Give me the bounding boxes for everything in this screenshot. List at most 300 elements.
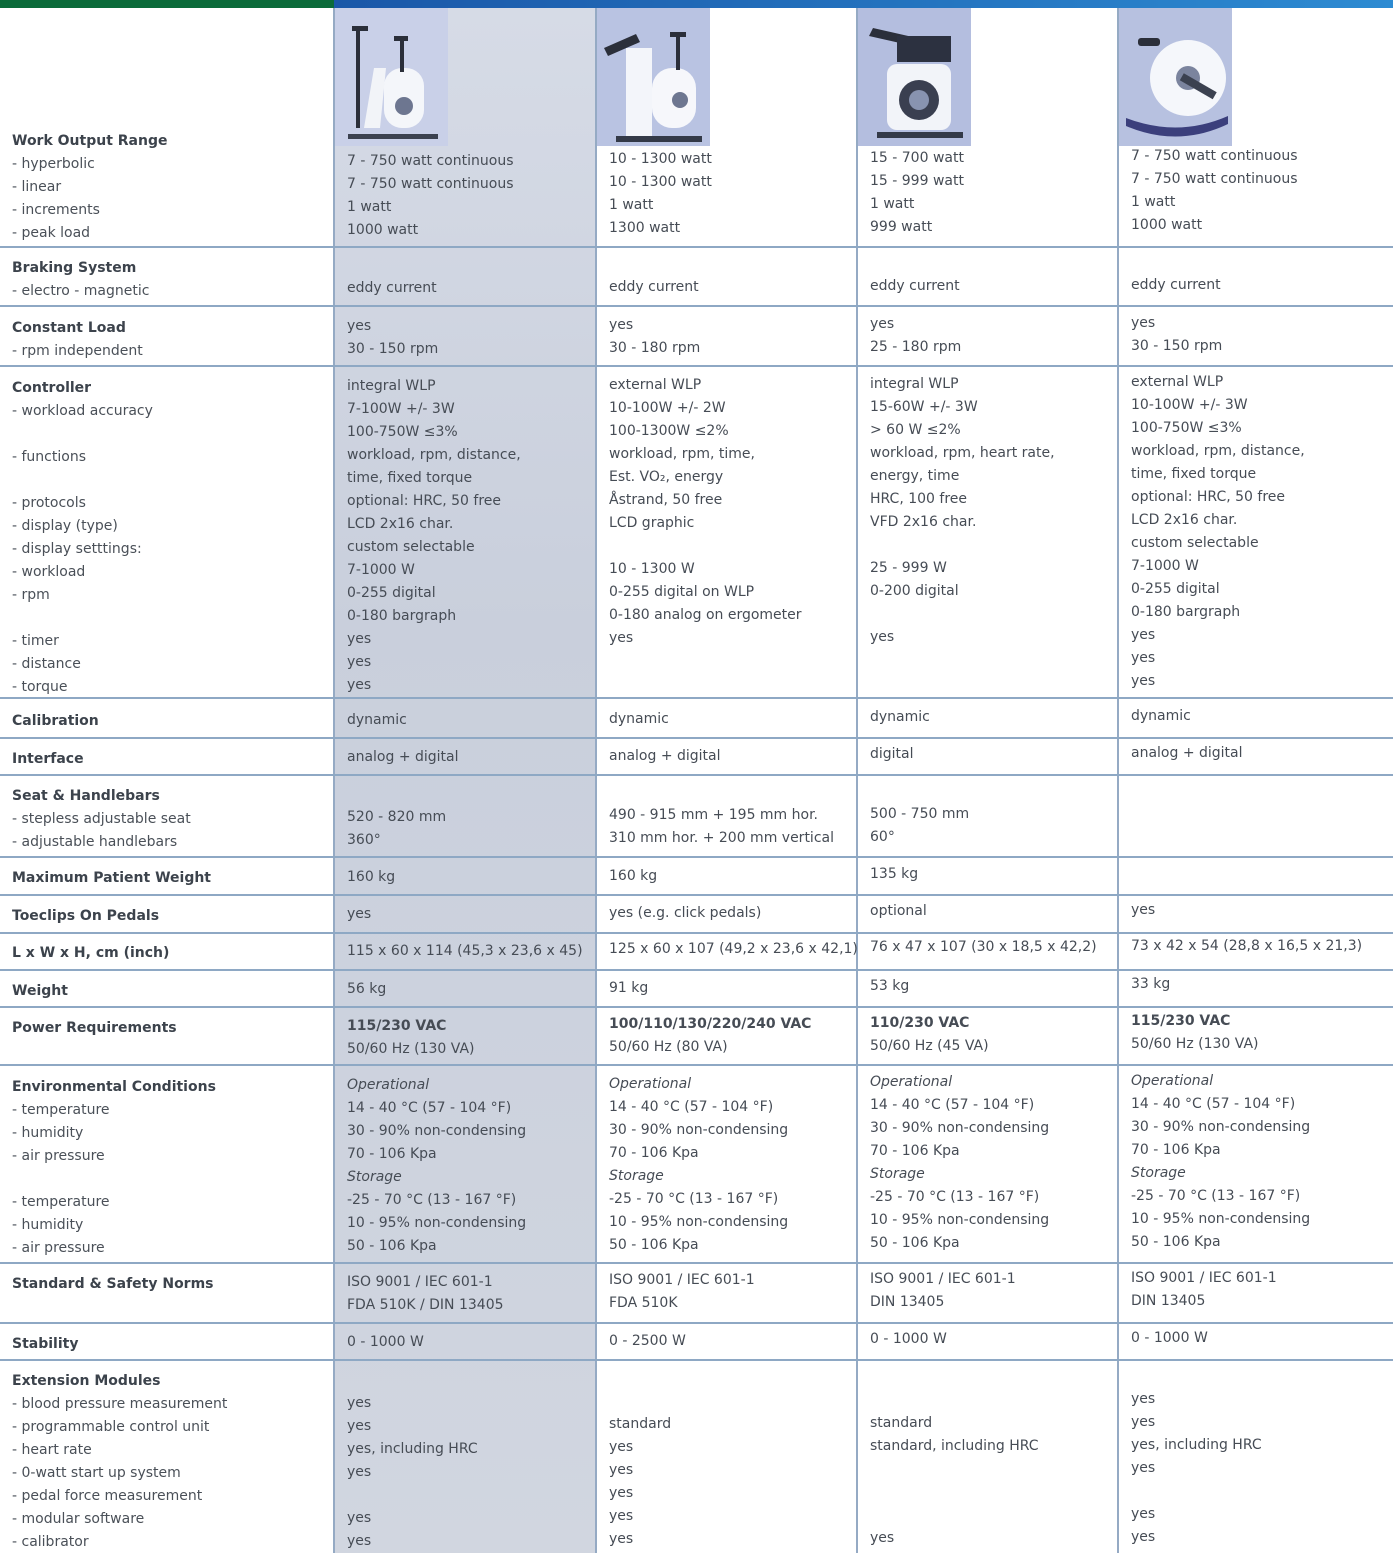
cell-dimensions-model-3 bbox=[870, 936, 1125, 959]
cell-value: 0-180 bargraph bbox=[347, 608, 457, 624]
cell-value: 50 - 106 Kpa bbox=[870, 1235, 960, 1251]
row-label-dimensions bbox=[12, 942, 330, 965]
row-divider bbox=[0, 365, 1393, 367]
cell-value: workload, rpm, distance, bbox=[347, 447, 521, 463]
cell-value: 0-255 digital bbox=[1131, 581, 1220, 597]
row-heading: Extension Modules bbox=[12, 1373, 161, 1389]
cell-value: time, fixed torque bbox=[1131, 466, 1257, 482]
cell-value: eddy current bbox=[1131, 277, 1221, 293]
cell-value: 14 - 40 °C (57 - 104 °F) bbox=[347, 1100, 512, 1116]
cell-value: dynamic bbox=[347, 712, 407, 728]
cell-seat-model-1 bbox=[347, 806, 602, 852]
cell-extensions-model-4 bbox=[1131, 1388, 1386, 1549]
cell-value: 50/60 Hz (130 VA) bbox=[1131, 1036, 1259, 1052]
cell-value: 0-180 analog on ergometer bbox=[609, 607, 802, 623]
cell-stability-model-3 bbox=[870, 1328, 1125, 1351]
row-label-extensions bbox=[12, 1370, 330, 1554]
cell-value: 100-1300W ≤2% bbox=[609, 423, 729, 439]
cell-value: eddy current bbox=[609, 279, 699, 295]
cell-value: yes bbox=[1131, 650, 1156, 666]
cell-value: 50 - 106 Kpa bbox=[1131, 1234, 1221, 1250]
cell-value: 0-180 bargraph bbox=[1131, 604, 1241, 620]
cell-value: yes bbox=[609, 1462, 634, 1478]
cell-weight-model-2 bbox=[609, 977, 864, 1000]
row-heading: Weight bbox=[12, 983, 68, 999]
cell-value: 310 mm hor. + 200 mm vertical bbox=[609, 830, 834, 846]
row-heading: L x W x H, cm (inch) bbox=[12, 945, 170, 961]
cell-value: 15-60W +/- 3W bbox=[870, 399, 978, 415]
row-heading: Standard & Safety Norms bbox=[12, 1276, 214, 1292]
cell-value: workload, rpm, distance, bbox=[1131, 443, 1305, 459]
row-label-power bbox=[12, 1017, 330, 1040]
ergometer-photo-1 bbox=[334, 8, 448, 146]
cell-interface-model-4 bbox=[1131, 742, 1386, 765]
cell-standards-model-4 bbox=[1131, 1267, 1386, 1313]
row-sublabel: - timer bbox=[12, 633, 59, 649]
cell-toeclips-model-2 bbox=[609, 902, 864, 925]
cell-braking-model-4 bbox=[1131, 274, 1386, 297]
cell-power-model-2 bbox=[609, 1013, 864, 1059]
row-sublabel: - temperature bbox=[12, 1102, 110, 1118]
cell-value: external WLP bbox=[609, 377, 702, 393]
cell-value: 0 - 1000 W bbox=[1131, 1330, 1208, 1346]
cell-value: 1000 watt bbox=[1131, 217, 1203, 233]
cell-value: standard bbox=[870, 1415, 933, 1431]
row-sublabel: - peak load bbox=[12, 225, 91, 241]
cell-value: 0-255 digital on WLP bbox=[609, 584, 755, 600]
cell-power-model-4 bbox=[1131, 1010, 1386, 1056]
row-sublabel: - humidity bbox=[12, 1125, 84, 1141]
cell-work_output-model-2 bbox=[609, 148, 864, 240]
row-sublabel: - workload accuracy bbox=[12, 403, 153, 419]
cell-value: 10 - 95% non-condensing bbox=[1131, 1211, 1311, 1227]
row-heading: Braking System bbox=[12, 260, 137, 276]
cell-power-model-1 bbox=[347, 1015, 602, 1061]
cell-value: digital bbox=[870, 746, 914, 762]
cell-value: 30 - 150 rpm bbox=[347, 341, 439, 357]
row-heading: Constant Load bbox=[12, 320, 126, 336]
cell-standards-model-1 bbox=[347, 1271, 602, 1317]
cell-value: yes bbox=[870, 629, 895, 645]
cell-value: FDA 510K / DIN 13405 bbox=[347, 1297, 504, 1313]
cell-calibration-model-2 bbox=[609, 708, 864, 731]
cell-dimensions-model-4 bbox=[1131, 935, 1386, 958]
cell-value: external WLP bbox=[1131, 374, 1224, 390]
row-sublabel: - 0-watt start up system bbox=[12, 1465, 181, 1481]
cell-value: 50 - 106 Kpa bbox=[609, 1237, 699, 1253]
cell-value bbox=[347, 1484, 602, 1507]
cell-value: optional bbox=[870, 903, 927, 919]
cell-value: HRC, 100 free bbox=[870, 491, 968, 507]
row-sublabel: - calibrator bbox=[12, 1534, 89, 1550]
row-heading: Stability bbox=[12, 1336, 79, 1352]
cell-value: yes bbox=[1131, 902, 1156, 918]
cell-extensions-model-2 bbox=[609, 1390, 864, 1551]
cell-value: 160 kg bbox=[609, 868, 658, 884]
cell-value: 50/60 Hz (45 VA) bbox=[870, 1038, 989, 1054]
cell-value: 10-100W +/- 3W bbox=[1131, 397, 1248, 413]
row-heading: Calibration bbox=[12, 713, 99, 729]
cell-stability-model-1 bbox=[347, 1331, 602, 1354]
row-sublabel: - linear bbox=[12, 179, 62, 195]
cell-value: 7-1000 W bbox=[1131, 558, 1199, 574]
cell-value: 14 - 40 °C (57 - 104 °F) bbox=[609, 1099, 774, 1115]
cell-value: yes bbox=[1131, 627, 1156, 643]
cell-value: optional: HRC, 50 free bbox=[347, 493, 502, 509]
cell-value: 115 x 60 x 114 (45,3 x 23,6 x 45) bbox=[347, 943, 583, 959]
cell-value: 0 - 1000 W bbox=[870, 1331, 947, 1347]
row-divider bbox=[0, 969, 1393, 971]
cell-value: 115/230 VAC bbox=[347, 1018, 447, 1034]
cell-value: 0-200 digital bbox=[870, 583, 959, 599]
cell-weight-model-4 bbox=[1131, 973, 1386, 996]
cell-stability-model-2 bbox=[609, 1330, 864, 1353]
cell-constant_load-model-3 bbox=[870, 313, 1125, 359]
row-label-stability bbox=[12, 1333, 330, 1356]
cell-braking-model-2 bbox=[609, 276, 864, 299]
cell-value: custom selectable bbox=[347, 539, 475, 555]
row-divider bbox=[0, 932, 1393, 934]
row-heading: Toeclips On Pedals bbox=[12, 908, 160, 924]
cell-controller-model-3 bbox=[870, 373, 1125, 649]
cell-value: yes bbox=[1131, 1391, 1156, 1407]
row-label-controller bbox=[12, 377, 330, 699]
header-bar bbox=[0, 0, 1393, 8]
cell-value: yes bbox=[347, 677, 372, 693]
cell-value: 999 watt bbox=[870, 219, 933, 235]
cell-work_output-model-4 bbox=[1131, 145, 1386, 237]
cell-value: energy, time bbox=[870, 468, 960, 484]
cell-value: VFD 2x16 char. bbox=[870, 514, 977, 530]
cell-value: workload, rpm, time, bbox=[609, 446, 755, 462]
cell-value: 0 - 2500 W bbox=[609, 1333, 686, 1349]
cell-dimensions-model-2 bbox=[609, 938, 864, 961]
cell-toeclips-model-4 bbox=[1131, 899, 1386, 922]
row-sublabel: - protocols bbox=[12, 495, 86, 511]
cell-calibration-model-1 bbox=[347, 709, 602, 732]
cell-value: 10 - 1300 watt bbox=[609, 174, 712, 190]
cell-value: 1 watt bbox=[1131, 194, 1176, 210]
cell-value: 1 watt bbox=[870, 196, 915, 212]
row-sublabel: - stepless adjustable seat bbox=[12, 811, 191, 827]
cell-value bbox=[870, 1458, 1125, 1481]
row-sublabel: - electro - magnetic bbox=[12, 283, 150, 299]
row-heading: Controller bbox=[12, 380, 92, 396]
cell-value: 100-750W ≤3% bbox=[347, 424, 458, 440]
cell-value: yes bbox=[609, 1439, 634, 1455]
cell-dimensions-model-1 bbox=[347, 940, 602, 963]
cell-value: analog + digital bbox=[609, 748, 721, 764]
cell-value: yes bbox=[1131, 1460, 1156, 1476]
cell-value: yes bbox=[347, 654, 372, 670]
row-divider bbox=[0, 894, 1393, 896]
cell-value: ISO 9001 / IEC 601-1 bbox=[609, 1272, 755, 1288]
cell-seat-model-3 bbox=[870, 803, 1125, 849]
cell-value: 56 kg bbox=[347, 981, 387, 997]
row-sublabel: - distance bbox=[12, 656, 81, 672]
row-sublabel: - humidity bbox=[12, 1217, 84, 1233]
cell-value: 10-100W +/- 2W bbox=[609, 400, 726, 416]
row-divider bbox=[0, 1262, 1393, 1264]
cell-value: 73 x 42 x 54 (28,8 x 16,5 x 21,3) bbox=[1131, 938, 1363, 954]
row-divider bbox=[0, 1006, 1393, 1008]
cell-value: integral WLP bbox=[347, 378, 436, 394]
cell-value: 100-750W ≤3% bbox=[1131, 420, 1242, 436]
header-bar-green bbox=[0, 0, 334, 8]
cell-value: yes (e.g. click pedals) bbox=[609, 905, 762, 921]
cell-value: analog + digital bbox=[347, 749, 459, 765]
cell-value: -25 - 70 °C (13 - 167 °F) bbox=[347, 1192, 517, 1208]
cell-value: Storage bbox=[347, 1169, 402, 1185]
row-heading: Seat & Handlebars bbox=[12, 788, 160, 804]
row-divider bbox=[0, 1064, 1393, 1066]
cell-value: -25 - 70 °C (13 - 167 °F) bbox=[870, 1189, 1040, 1205]
row-sublabel: - heart rate bbox=[12, 1442, 92, 1458]
cell-value: 7 - 750 watt continuous bbox=[1131, 171, 1298, 187]
row-label-seat bbox=[12, 785, 330, 854]
cell-value: 1300 watt bbox=[609, 220, 681, 236]
row-sublabel bbox=[12, 1168, 330, 1191]
row-label-constant_load bbox=[12, 317, 330, 363]
cell-value: 15 - 999 watt bbox=[870, 173, 964, 189]
cell-value: Operational bbox=[1131, 1073, 1214, 1089]
row-sublabel: - blood pressure measurement bbox=[12, 1396, 228, 1412]
row-label-calibration bbox=[12, 710, 330, 733]
cell-value bbox=[870, 1504, 1125, 1527]
row-divider bbox=[0, 1322, 1393, 1324]
cell-value: 50/60 Hz (80 VA) bbox=[609, 1039, 728, 1055]
cell-controller-model-1 bbox=[347, 375, 602, 697]
cell-value: workload, rpm, heart rate, bbox=[870, 445, 1055, 461]
cell-value: yes bbox=[1131, 673, 1156, 689]
cell-value: 70 - 106 Kpa bbox=[347, 1146, 437, 1162]
cell-value bbox=[870, 1481, 1125, 1504]
row-sublabel: - rpm independent bbox=[12, 343, 143, 359]
ergometer-photo-3 bbox=[857, 8, 971, 146]
cell-value: integral WLP bbox=[870, 376, 959, 392]
cell-extensions-model-1 bbox=[347, 1392, 602, 1553]
cell-value: yes bbox=[609, 317, 634, 333]
cell-toeclips-model-1 bbox=[347, 903, 602, 926]
row-label-toeclips bbox=[12, 905, 330, 928]
cell-value: 30 - 90% non-condensing bbox=[347, 1123, 527, 1139]
row-heading: Interface bbox=[12, 751, 84, 767]
row-sublabel bbox=[12, 469, 330, 492]
cell-value: 14 - 40 °C (57 - 104 °F) bbox=[870, 1097, 1035, 1113]
cell-work_output-model-3 bbox=[870, 147, 1125, 239]
cell-braking-model-1 bbox=[347, 277, 602, 300]
row-sublabel: - functions bbox=[12, 449, 86, 465]
row-divider bbox=[0, 1359, 1393, 1361]
row-label-interface bbox=[12, 748, 330, 771]
cell-value: 7 - 750 watt continuous bbox=[347, 153, 514, 169]
cell-value: 76 x 47 x 107 (30 x 18,5 x 42,2) bbox=[870, 939, 1097, 955]
cell-value: LCD 2x16 char. bbox=[1131, 512, 1238, 528]
cell-environment-model-4 bbox=[1131, 1070, 1386, 1254]
row-divider bbox=[0, 246, 1393, 248]
cell-value: yes bbox=[1131, 1529, 1156, 1545]
cell-value: eddy current bbox=[347, 280, 437, 296]
row-sublabel: - air pressure bbox=[12, 1148, 105, 1164]
cell-work_output-model-1 bbox=[347, 150, 602, 242]
cell-constant_load-model-2 bbox=[609, 314, 864, 360]
cell-value: 60° bbox=[870, 829, 895, 845]
cell-value: yes bbox=[609, 630, 634, 646]
row-sublabel: - display setttings: bbox=[12, 541, 142, 557]
cell-value: 1000 watt bbox=[347, 222, 419, 238]
row-label-standards bbox=[12, 1273, 330, 1296]
cell-power-model-3 bbox=[870, 1012, 1125, 1058]
cell-value: 0-255 digital bbox=[347, 585, 436, 601]
cell-environment-model-1 bbox=[347, 1074, 602, 1258]
cell-value bbox=[1131, 1480, 1386, 1503]
cell-value: -25 - 70 °C (13 - 167 °F) bbox=[609, 1191, 779, 1207]
cell-value: 7-1000 W bbox=[347, 562, 415, 578]
row-sublabel: - hyperbolic bbox=[12, 156, 95, 172]
cell-weight-model-1 bbox=[347, 978, 602, 1001]
cell-value: dynamic bbox=[609, 711, 669, 727]
row-label-work_output bbox=[12, 130, 330, 245]
cell-value: Åstrand, 50 free bbox=[609, 492, 723, 508]
cell-value: 500 - 750 mm bbox=[870, 806, 970, 822]
cell-seat-model-2 bbox=[609, 804, 864, 850]
cell-value: 25 - 999 W bbox=[870, 560, 947, 576]
cell-value: 70 - 106 Kpa bbox=[870, 1143, 960, 1159]
row-divider bbox=[0, 856, 1393, 858]
cell-value: 110/230 VAC bbox=[870, 1015, 970, 1031]
row-divider bbox=[0, 305, 1393, 307]
cell-braking-model-3 bbox=[870, 275, 1125, 298]
cell-value: yes bbox=[347, 1533, 372, 1549]
cell-stability-model-4 bbox=[1131, 1327, 1386, 1350]
cell-value: yes bbox=[347, 318, 372, 334]
cell-value: DIN 13405 bbox=[1131, 1293, 1206, 1309]
cell-value: 160 kg bbox=[347, 869, 396, 885]
cell-value: FDA 510K bbox=[609, 1295, 678, 1311]
cell-value: 7 - 750 watt continuous bbox=[1131, 148, 1298, 164]
cell-value: 25 - 180 rpm bbox=[870, 339, 962, 355]
cell-value: yes bbox=[870, 316, 895, 332]
cell-value: yes bbox=[609, 1508, 634, 1524]
cell-standards-model-2 bbox=[609, 1269, 864, 1315]
cell-value: yes bbox=[347, 1418, 372, 1434]
row-sublabel: - programmable control unit bbox=[12, 1419, 210, 1435]
cell-value: 7 - 750 watt continuous bbox=[347, 176, 514, 192]
cell-interface-model-1 bbox=[347, 746, 602, 769]
row-label-max_weight bbox=[12, 867, 330, 890]
cell-max_weight-model-3 bbox=[870, 863, 1125, 886]
cell-value: Operational bbox=[347, 1077, 430, 1093]
cell-value: 125 x 60 x 107 (49,2 x 23,6 x 42,1) bbox=[609, 941, 858, 957]
cell-value: 15 - 700 watt bbox=[870, 150, 964, 166]
ergometer-photo-4 bbox=[1118, 8, 1232, 146]
cell-value: dynamic bbox=[870, 709, 930, 725]
row-heading: Work Output Range bbox=[12, 133, 168, 149]
cell-extensions-model-3 bbox=[870, 1389, 1125, 1550]
cell-value: LCD 2x16 char. bbox=[347, 516, 454, 532]
cell-value: 30 - 90% non-condensing bbox=[870, 1120, 1050, 1136]
cell-value bbox=[609, 535, 864, 558]
cell-value: 100/110/130/220/240 VAC bbox=[609, 1016, 812, 1032]
cell-value: yes bbox=[1131, 1414, 1156, 1430]
row-sublabel bbox=[12, 607, 330, 630]
cell-value: yes bbox=[347, 631, 372, 647]
cell-value: 10 - 95% non-condensing bbox=[347, 1215, 527, 1231]
cell-interface-model-2 bbox=[609, 745, 864, 768]
cell-standards-model-3 bbox=[870, 1268, 1125, 1314]
cell-controller-model-2 bbox=[609, 374, 864, 650]
row-sublabel: - display (type) bbox=[12, 518, 118, 534]
cell-value: yes, including HRC bbox=[1131, 1437, 1262, 1453]
cell-value: yes, including HRC bbox=[347, 1441, 478, 1457]
row-label-braking bbox=[12, 257, 330, 303]
cell-value: 10 - 95% non-condensing bbox=[870, 1212, 1050, 1228]
row-sublabel bbox=[12, 423, 330, 446]
cell-value: LCD graphic bbox=[609, 515, 695, 531]
cell-value: yes bbox=[1131, 1506, 1156, 1522]
row-sublabel: - adjustable handlebars bbox=[12, 834, 178, 850]
cell-toeclips-model-3 bbox=[870, 900, 1125, 923]
cell-value: Storage bbox=[609, 1168, 664, 1184]
row-heading: Environmental Conditions bbox=[12, 1079, 216, 1095]
cell-value: analog + digital bbox=[1131, 745, 1243, 761]
cell-value: time, fixed torque bbox=[347, 470, 473, 486]
cell-value: DIN 13405 bbox=[870, 1294, 945, 1310]
cell-value: 30 - 90% non-condensing bbox=[1131, 1119, 1311, 1135]
row-divider bbox=[0, 774, 1393, 776]
cell-constant_load-model-4 bbox=[1131, 312, 1386, 358]
cell-value: 10 - 95% non-condensing bbox=[609, 1214, 789, 1230]
row-sublabel: - air pressure bbox=[12, 1240, 105, 1256]
cell-value: Est. VO₂, energy bbox=[609, 469, 724, 485]
cell-value: standard bbox=[609, 1416, 672, 1432]
cell-environment-model-3 bbox=[870, 1071, 1125, 1255]
cell-value: 10 - 1300 W bbox=[609, 561, 695, 577]
cell-max_weight-model-2 bbox=[609, 865, 864, 888]
cell-value: yes bbox=[347, 906, 372, 922]
cell-value: optional: HRC, 50 free bbox=[1131, 489, 1286, 505]
row-sublabel: - increments bbox=[12, 202, 100, 218]
cell-value: 7-100W +/- 3W bbox=[347, 401, 455, 417]
cell-value: 360° bbox=[347, 832, 381, 848]
cell-calibration-model-4 bbox=[1131, 705, 1386, 728]
cell-value: 115/230 VAC bbox=[1131, 1013, 1231, 1029]
row-label-environment bbox=[12, 1076, 330, 1260]
cell-calibration-model-3 bbox=[870, 706, 1125, 729]
cell-value: 33 kg bbox=[1131, 976, 1171, 992]
cell-value: yes bbox=[609, 1531, 634, 1547]
cell-value: Operational bbox=[609, 1076, 692, 1092]
cell-value: 520 - 820 mm bbox=[347, 809, 447, 825]
cell-value: 50/60 Hz (130 VA) bbox=[347, 1041, 475, 1057]
cell-value bbox=[870, 534, 1125, 557]
cell-value: 30 - 90% non-condensing bbox=[609, 1122, 789, 1138]
cell-value: ISO 9001 / IEC 601-1 bbox=[347, 1274, 493, 1290]
cell-value: 14 - 40 °C (57 - 104 °F) bbox=[1131, 1096, 1296, 1112]
cell-value: 135 kg bbox=[870, 866, 919, 882]
cell-value: 0 - 1000 W bbox=[347, 1334, 424, 1350]
row-sublabel: - temperature bbox=[12, 1194, 110, 1210]
cell-value: Storage bbox=[1131, 1165, 1186, 1181]
cell-value: 1 watt bbox=[347, 199, 392, 215]
cell-value: 91 kg bbox=[609, 980, 649, 996]
cell-value: standard, including HRC bbox=[870, 1438, 1039, 1454]
cell-value: > 60 W ≤2% bbox=[870, 422, 961, 438]
cell-constant_load-model-1 bbox=[347, 315, 602, 361]
cell-value bbox=[870, 603, 1125, 626]
header-bar-blue bbox=[334, 0, 1393, 8]
cell-interface-model-3 bbox=[870, 743, 1125, 766]
